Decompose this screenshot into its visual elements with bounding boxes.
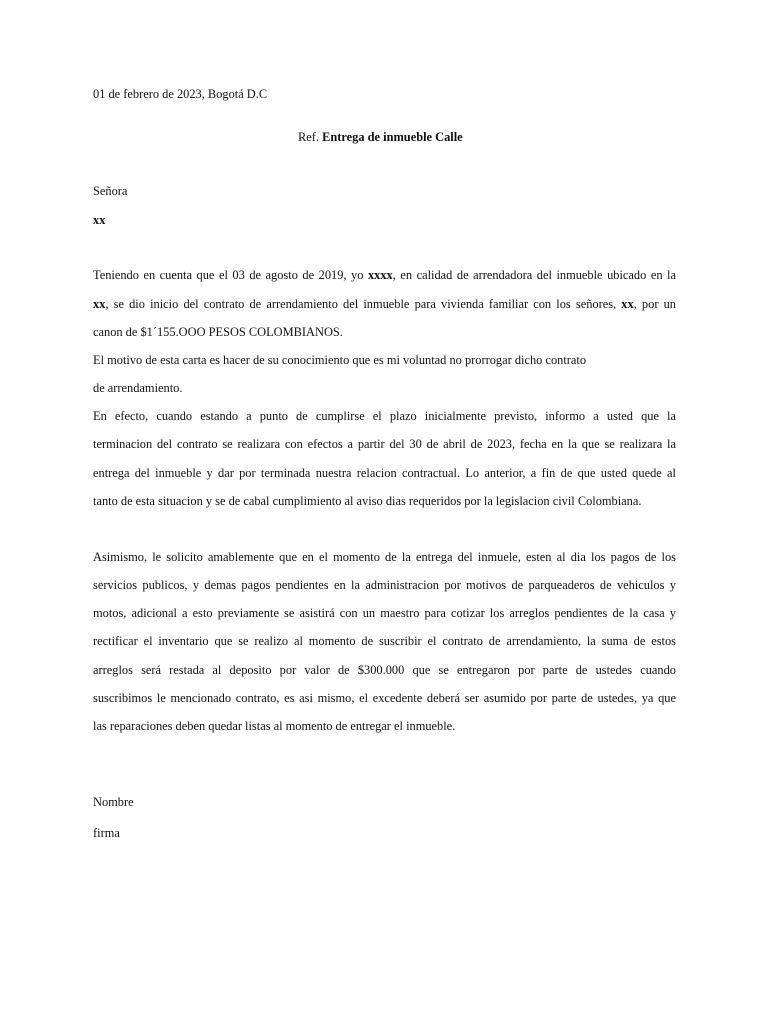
signature-name-label: Nombre <box>93 795 134 809</box>
p1-name-bold: xxxx <box>367 268 393 282</box>
paragraph-1-line-2 <box>93 297 676 311</box>
recipient-name <box>93 213 105 227</box>
paragraph-3-line-2: terminacion del contrato se realizara con efectos a partir del 30 de abril de 2023, fecha en la que se realizara la <box>93 437 676 451</box>
paragraph-4-line-7: las reparaciones deben quedar listas al momento de entregar el inmueble. <box>93 719 456 733</box>
paragraph-4-line-6: suscribimos le mencionado contrato, es asi mismo, el excedente deberá ser asumido por parte de ustedes, ya que <box>93 691 676 705</box>
paragraph-4-line-2: servicios publicos, y demas pagos pendientes en la administracion por motivos de parqueaderos de vehiculos y <box>93 578 676 592</box>
p1-text-c: , se dio inicio del contrato de arrendamiento del inmueble para vivienda familiar con los señores, <box>105 297 617 311</box>
recipient-bold: xx <box>93 213 106 227</box>
signature-firma-label: firma <box>93 826 120 840</box>
paragraph-4-line-4: rectificar el inventario que se realizo al momento de suscribir el contrato de arrendamiento, la suma de estos <box>93 634 676 648</box>
reference-line <box>298 130 463 144</box>
paragraph-4-line-3: motos, adicional a esto previamente se asistirá con un maestro para cotizar los arreglos pendientes de la casa y <box>93 606 676 620</box>
paragraph-2-line-2: de arrendamiento. <box>93 381 183 395</box>
p1-xx-bold-2: xx <box>621 297 634 311</box>
reference-prefix: Ref. <box>298 130 319 144</box>
paragraph-1-line-3: canon de $1´155.OOO PESOS COLOMBIANOS. <box>93 325 343 339</box>
p1-text-b: , en calidad de arrendadora del inmueble ubicado en la <box>392 268 676 282</box>
paragraph-4-line-1: Asimismo, le solicito amablemente que en el momento de la entrega del inmuele, esten al dia los pagos de los <box>93 550 676 564</box>
paragraph-3-line-3: entrega del inmueble y dar por terminada nuestra relacion contractual. Lo anterior, a fin de que usted quede al <box>93 466 676 480</box>
date-line: 01 de febrero de 2023, Bogotá D.C <box>93 87 268 101</box>
paragraph-1-line-1 <box>93 268 676 282</box>
salutation: Señora <box>93 184 128 198</box>
paragraph-3-line-1: En efecto, cuando estando a punto de cumplirse el plazo inicialmente previsto, informo a usted que la <box>93 409 676 423</box>
p1-xx-bold-1: xx <box>93 297 106 311</box>
p1-text-a: Teniendo en cuenta que el 03 de agosto de 2019, yo <box>93 268 364 282</box>
p1-text-d: , por un <box>633 297 676 311</box>
paragraph-3-line-4: tanto de esta situacion y se de cabal cumplimiento al aviso dias requeridos por la legislacion civil Colombiana. <box>93 494 642 508</box>
paragraph-2-line-1: El motivo de esta carta es hacer de su conocimiento que es mi voluntad no prorrogar dicho contrato <box>93 353 587 367</box>
reference-subject: Entrega de inmueble Calle <box>322 130 463 144</box>
paragraph-4-line-5: arreglos será restada al deposito por valor de $300.000 que se entregaron por parte de ustedes cuando <box>93 663 676 677</box>
